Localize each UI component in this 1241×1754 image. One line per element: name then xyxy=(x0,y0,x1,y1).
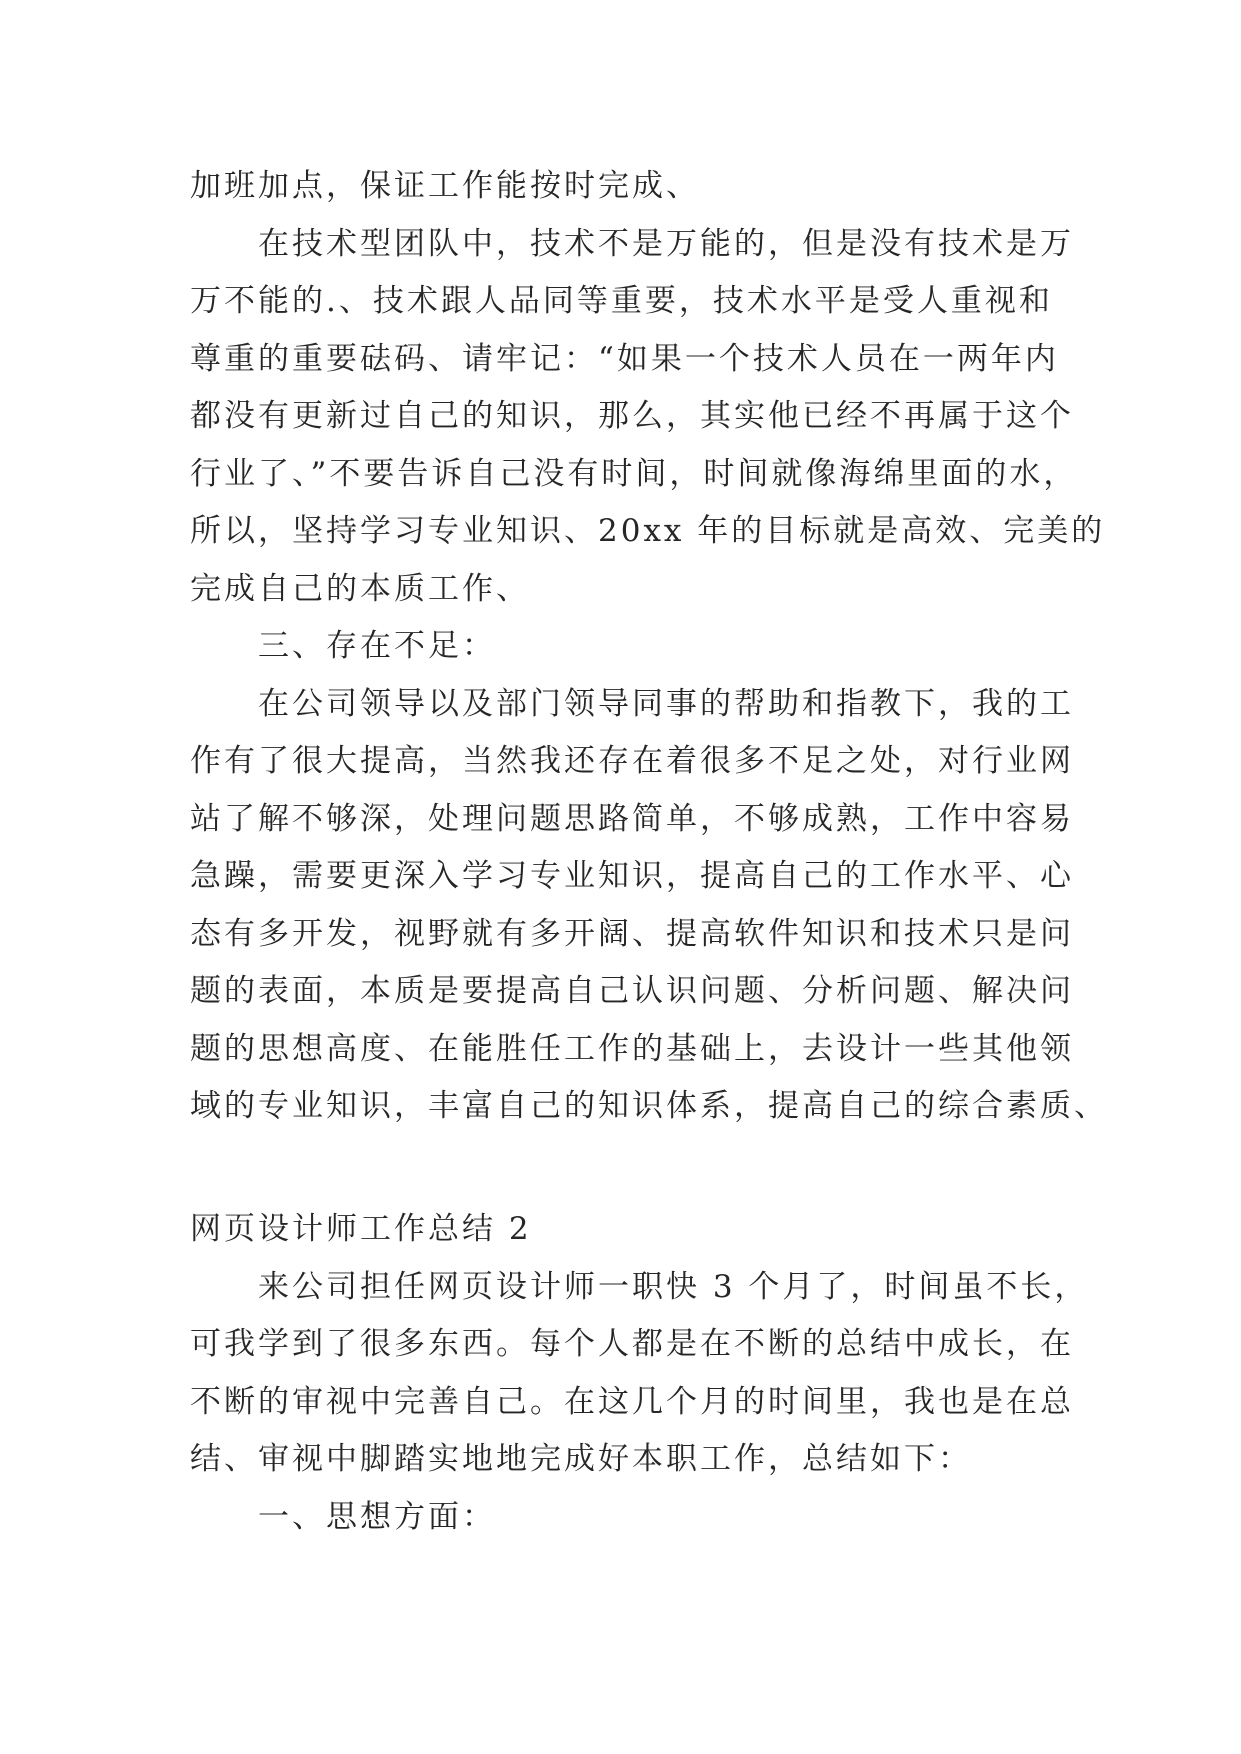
paragraph-line: 域的专业知识，丰富自己的知识体系，提高自己的综合素质、 xyxy=(190,1088,1108,1124)
paragraph-line: 完成自己的本质工作、 xyxy=(190,570,530,607)
paragraph-line: 在公司领导以及部门领导同事的帮助和指教下，我的工 xyxy=(258,685,1074,722)
paragraph-line: 结、审视中脚踏实地地完成好本职工作，总结如下： xyxy=(190,1441,972,1477)
paragraph-line: 不断的审视中完善自己。在这几个月的时间里，我也是在总 xyxy=(190,1383,1074,1420)
paragraph-line: 站了解不够深，处理问题思路简单，不够成熟，工作中容易 xyxy=(190,800,1074,837)
document-body xyxy=(190,158,1108,1546)
paragraph-line: 作有了很大提高，当然我还存在着很多不足之处，对行业网 xyxy=(190,743,1074,779)
blank-line xyxy=(190,1136,1060,1194)
paragraph-line: 所以，坚持学习专业知识、20xx 年的目标就是高效、完美的 xyxy=(190,513,1106,549)
document-title: 网页设计师工作总结 2 xyxy=(190,1211,532,1247)
paragraph-line: 尊重的重要砝码、请牢记：“如果一个技术人员在一两年内 xyxy=(190,340,1059,377)
paragraph-line: 急躁，需要更深入学习专业知识，提高自己的工作水平、心 xyxy=(190,858,1074,894)
paragraph-line: 加班加点，保证工作能按时完成、 xyxy=(190,168,700,204)
paragraph-line: 行业了、”不要告诉自己没有时间，时间就像海绵里面的水， xyxy=(190,455,1078,492)
paragraph-line: 可我学到了很多东西。每个人都是在不断的总结中成长，在 xyxy=(190,1326,1074,1362)
paragraph-line: 在技术型团队中，技术不是万能的，但是没有技术是万 xyxy=(258,225,1074,262)
paragraph-line: 来公司担任网页设计师一职快 3 个月了，时间虽不长， xyxy=(258,1268,1089,1305)
paragraph-line: 题的表面，本质是要提高自己认识问题、分析问题、解决问 xyxy=(190,973,1074,1009)
paragraph-line: 态有多开发，视野就有多开阔、提高软件知识和技术只是问 xyxy=(190,915,1074,952)
paragraph-line: 万不能的.、技术跟人品同等重要，技术水平是受人重视和 xyxy=(190,283,1053,319)
paragraph-line: 都没有更新过自己的知识，那么，其实他已经不再属于这个 xyxy=(190,398,1074,434)
section-heading: 三、存在不足： xyxy=(258,628,496,664)
section-heading: 一、思想方面： xyxy=(258,1498,496,1535)
paragraph-line: 题的思想高度、在能胜任工作的基础上，去设计一些其他领 xyxy=(190,1030,1074,1067)
